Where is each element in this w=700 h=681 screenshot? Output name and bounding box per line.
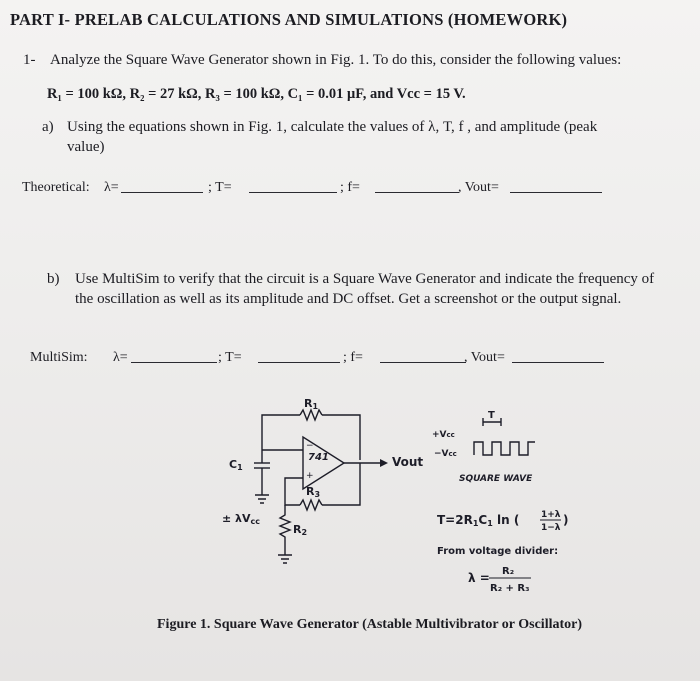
theoretical-f-label: ; f= xyxy=(340,180,360,195)
lambda-eq-numerator: R₂ xyxy=(502,566,515,577)
part-a-label: a) xyxy=(42,119,54,135)
multisim-t-label: ; T= xyxy=(218,350,242,365)
theoretical-lambda-label: λ= xyxy=(104,180,119,195)
ground-cap xyxy=(255,495,269,503)
part-a-line1: Using the equations shown in Fig. 1, calculate the values of λ, T, f , and amplitude (peak xyxy=(67,119,598,135)
r2-label: R2 xyxy=(293,523,308,537)
period-label: T xyxy=(488,410,495,421)
multisim-vout-label: , Vout= xyxy=(464,350,505,365)
multisim-f-label: ; f= xyxy=(343,350,363,365)
period-equation: T=2R1C1 ln ( xyxy=(437,513,520,528)
period-eq-denominator: 1−λ xyxy=(541,523,561,533)
r1-label: R1 xyxy=(304,397,319,411)
theoretical-label: Theoretical: xyxy=(22,180,90,195)
r3-resistor xyxy=(300,500,322,510)
part-a-line2: value) xyxy=(67,139,105,155)
page-title: PART I- PRELAB CALCULATIONS AND SIMULATIONS (HOMEWORK) xyxy=(10,10,568,29)
opamp-minus: − xyxy=(306,441,314,451)
theoretical-vout-label: , Vout= xyxy=(458,180,499,195)
part-b-line1: Use MultiSim to verify that the circuit is a Square Wave Generator and indicate the frequency of xyxy=(75,271,655,287)
period-eq-close: ) xyxy=(563,513,569,527)
ground-r2 xyxy=(278,555,292,563)
opamp-plus: + xyxy=(306,471,314,481)
wave-label: SQUARE WAVE xyxy=(459,474,533,484)
r2-resistor xyxy=(280,505,290,555)
multisim-label: MultiSim: xyxy=(30,350,88,365)
wave-vcc-pos: +Vcc xyxy=(432,430,455,440)
circuit-wiring xyxy=(254,410,535,563)
square-wave xyxy=(474,442,535,455)
source-label: ± λVcc xyxy=(222,512,261,526)
question-text: Analyze the Square Wave Generator shown in Fig. 1. To do this, consider the following values: xyxy=(50,52,622,68)
part-b-label: b) xyxy=(47,271,60,287)
opamp-label: 741 xyxy=(308,452,329,463)
component-values: R₁ = 100 kΩ, R₂ = 27 kΩ, R₃ = 100 kΩ, C₁ = 0.01 μF, and Vcc = 15 V. xyxy=(47,86,466,102)
period-eq-numerator: 1+λ xyxy=(541,510,561,520)
divider-caption: From voltage divider: xyxy=(437,546,559,557)
output-arrow-icon xyxy=(380,459,388,467)
question-number: 1- xyxy=(23,52,36,68)
r3-label: R3 xyxy=(306,485,321,499)
multisim-lambda-label: λ= xyxy=(113,350,128,365)
lambda-eq-denominator: R₂ + R₃ xyxy=(490,583,530,594)
theoretical-t-label: ; T= xyxy=(208,180,232,195)
part-b-line2: the oscillation as well as its amplitude and DC offset. Get a screenshot or the output signal. xyxy=(75,291,622,307)
figure-caption: Figure 1. Square Wave Generator (Astable Multivibrator or Oscillator) xyxy=(157,617,583,632)
vout-label: Vout xyxy=(392,455,424,469)
c1-label: C1 xyxy=(229,458,243,472)
r1-resistor xyxy=(300,410,322,420)
wave-vcc-neg: −Vcc xyxy=(434,449,457,459)
lambda-equation: λ = xyxy=(468,571,490,585)
